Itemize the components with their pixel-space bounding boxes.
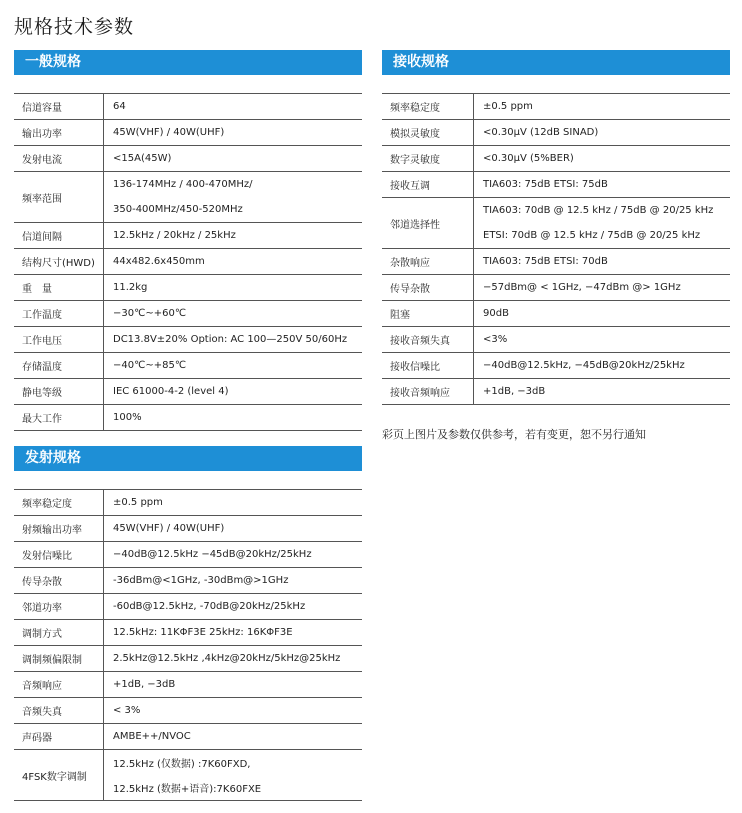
spec-row xyxy=(14,594,362,620)
spec-row xyxy=(14,353,362,379)
spec-value xyxy=(474,301,730,326)
spec-value xyxy=(104,620,362,645)
spec-row xyxy=(14,516,362,542)
spec-label: 工作电压 xyxy=(14,327,104,352)
spec-value xyxy=(474,379,730,404)
spec-value xyxy=(104,405,362,430)
spec-row xyxy=(382,275,730,301)
spec-value-line: 2.5kHz@12.5kHz ,4kHz@20kHz/5kHz@25kHz xyxy=(113,653,341,664)
spec-label: 信道间隔 xyxy=(14,223,104,248)
spec-row xyxy=(14,620,362,646)
spec-value-line: TIA603: 75dB ETSI: 70dB xyxy=(483,256,608,267)
spec-label: 调制频偏限制 xyxy=(14,646,104,671)
spec-label: 4FSK数字调制 xyxy=(14,750,104,800)
spec-value xyxy=(104,698,362,723)
spec-row xyxy=(14,750,362,801)
spec-value xyxy=(104,275,362,300)
spec-row xyxy=(382,327,730,353)
spec-label: 声码器 xyxy=(14,724,104,749)
spec-label: 输出功率 xyxy=(14,120,104,145)
spec-value-line: < 3% xyxy=(113,705,141,716)
spec-row xyxy=(382,198,730,249)
spec-label: 邻道选择性 xyxy=(382,198,474,248)
spec-row xyxy=(14,379,362,405)
spec-value xyxy=(104,146,362,171)
spec-row xyxy=(382,94,730,120)
spec-value-line: −30℃~+60℃ xyxy=(113,308,187,319)
spec-value-line: 12.5kHz (数据+语音):7K60FXE xyxy=(113,784,262,795)
spec-value xyxy=(104,646,362,671)
spec-row xyxy=(14,249,362,275)
spec-value xyxy=(104,327,362,352)
spec-value-line: 45W(VHF) / 40W(UHF) xyxy=(113,127,225,138)
spec-value-line: ±0.5 ppm xyxy=(483,101,533,112)
general-spec-header: 一般规格 xyxy=(14,50,362,75)
spec-label: 发射电流 xyxy=(14,146,104,171)
spec-label: 接收音频响应 xyxy=(382,379,474,404)
spec-value xyxy=(104,120,362,145)
spec-value xyxy=(474,353,730,378)
page-title: 规格技术参数 xyxy=(14,16,135,38)
spec-value-line: 11.2kg xyxy=(113,282,148,293)
spec-label: 邻道功率 xyxy=(14,594,104,619)
general-spec-table xyxy=(14,93,362,431)
spec-value-line: 12.5kHz / 20kHz / 25kHz xyxy=(113,230,236,241)
spec-value-line: 90dB xyxy=(483,308,509,319)
spec-label: 传导杂散 xyxy=(382,275,474,300)
spec-row xyxy=(14,542,362,568)
disclaimer-note: 彩页上图片及参数仅供参考，若有变更，恕不另行通知 xyxy=(382,428,646,441)
spec-row xyxy=(14,172,362,223)
spec-label: 模拟灵敏度 xyxy=(382,120,474,145)
spec-value xyxy=(104,516,362,541)
spec-value xyxy=(104,249,362,274)
spec-value-line: +1dB, −3dB xyxy=(483,386,546,397)
spec-label: 静电等级 xyxy=(14,379,104,404)
spec-value xyxy=(474,172,730,197)
spec-row xyxy=(14,672,362,698)
spec-value xyxy=(104,594,362,619)
spec-value-line: −40dB@12.5kHz, −45dB@20kHz/25kHz xyxy=(483,360,685,371)
spec-value xyxy=(104,490,362,515)
receive-spec-section xyxy=(382,50,730,405)
transmit-spec-table xyxy=(14,489,362,801)
spec-value-line: −57dBm@ < 1GHz, −47dBm @> 1GHz xyxy=(483,282,681,293)
spec-value-line: 44x482.6x450mm xyxy=(113,256,205,267)
spec-label: 调制方式 xyxy=(14,620,104,645)
spec-value xyxy=(104,301,362,326)
spec-row xyxy=(14,94,362,120)
spec-value xyxy=(104,94,362,119)
spec-row xyxy=(14,724,362,750)
spec-value xyxy=(104,353,362,378)
spec-label: 接收信噪比 xyxy=(382,353,474,378)
spec-value xyxy=(104,223,362,248)
spec-row xyxy=(382,120,730,146)
spec-label: 音频响应 xyxy=(14,672,104,697)
spec-label: 频率范围 xyxy=(14,172,104,222)
spec-value xyxy=(474,94,730,119)
spec-value-line: DC13.8V±20% Option: AC 100—250V 50/60Hz xyxy=(113,334,348,345)
spec-row xyxy=(382,249,730,275)
spec-value xyxy=(104,172,362,222)
spec-label: 音频失真 xyxy=(14,698,104,723)
spec-label: 频率稳定度 xyxy=(382,94,474,119)
spec-label: 数字灵敏度 xyxy=(382,146,474,171)
spec-value-line: <0.30μV (5%BER) xyxy=(483,153,574,164)
spec-value xyxy=(104,568,362,593)
spec-value-line: −40dB@12.5kHz −45dB@20kHz/25kHz xyxy=(113,549,312,560)
spec-row xyxy=(14,146,362,172)
spec-row xyxy=(14,301,362,327)
spec-value-line: 100% xyxy=(113,412,142,423)
spec-value xyxy=(474,249,730,274)
spec-value-line: 64 xyxy=(113,101,126,112)
spec-value-line: AMBE++/NVOC xyxy=(113,731,191,742)
spec-label: 传导杂散 xyxy=(14,568,104,593)
spec-row xyxy=(14,327,362,353)
spec-label: 接收互调 xyxy=(382,172,474,197)
spec-value xyxy=(104,724,362,749)
spec-label: 存储温度 xyxy=(14,353,104,378)
spec-label: 重 量 xyxy=(14,275,104,300)
spec-value xyxy=(474,120,730,145)
spec-label: 信道容量 xyxy=(14,94,104,119)
spec-label: 接收音频失真 xyxy=(382,327,474,352)
spec-label: 结构尺寸(HWD) xyxy=(14,249,104,274)
spec-value-line: 350-400MHz/450-520MHz xyxy=(113,204,243,215)
spec-row xyxy=(14,275,362,301)
spec-value xyxy=(104,379,362,404)
spec-value xyxy=(474,146,730,171)
spec-value xyxy=(104,750,362,800)
spec-value-line: +1dB, −3dB xyxy=(113,679,176,690)
spec-row xyxy=(14,698,362,724)
spec-row xyxy=(14,120,362,146)
spec-row xyxy=(14,568,362,594)
spec-value-line: 12.5kHz: 11KΦF3E 25kHz: 16KΦF3E xyxy=(113,627,293,638)
spec-value-line: -36dBm@<1GHz, -30dBm@>1GHz xyxy=(113,575,289,586)
spec-label: 工作温度 xyxy=(14,301,104,326)
spec-row xyxy=(14,490,362,516)
transmit-spec-header: 发射规格 xyxy=(14,446,362,471)
spec-row xyxy=(382,353,730,379)
general-spec-section xyxy=(14,50,362,431)
receive-spec-table xyxy=(382,93,730,405)
spec-label: 射频输出功率 xyxy=(14,516,104,541)
spec-label: 杂散响应 xyxy=(382,249,474,274)
spec-label: 阻塞 xyxy=(382,301,474,326)
spec-value-line: 12.5kHz (仅数据) :7K60FXD, xyxy=(113,759,251,770)
spec-value-line: 45W(VHF) / 40W(UHF) xyxy=(113,523,225,534)
spec-row xyxy=(14,405,362,431)
receive-spec-header: 接收规格 xyxy=(382,50,730,75)
spec-value xyxy=(104,542,362,567)
spec-value-line: ±0.5 ppm xyxy=(113,497,163,508)
spec-value-line: TIA603: 75dB ETSI: 75dB xyxy=(483,179,608,190)
spec-row xyxy=(14,646,362,672)
spec-row xyxy=(382,301,730,327)
spec-value xyxy=(474,275,730,300)
spec-value xyxy=(474,327,730,352)
spec-value-line: IEC 61000-4-2 (level 4) xyxy=(113,386,229,397)
spec-value xyxy=(474,198,730,248)
transmit-spec-section xyxy=(14,446,362,801)
spec-value-line: TIA603: 70dB @ 12.5 kHz / 75dB @ 20/25 kHz xyxy=(483,205,714,216)
spec-value xyxy=(104,672,362,697)
spec-label: 频率稳定度 xyxy=(14,490,104,515)
spec-value-line: 136-174MHz / 400-470MHz/ xyxy=(113,179,253,190)
spec-value-line: ETSI: 70dB @ 12.5 kHz / 75dB @ 20/25 kHz xyxy=(483,230,701,241)
spec-label: 发射信噪比 xyxy=(14,542,104,567)
spec-label: 最大工作 xyxy=(14,405,104,430)
spec-row xyxy=(14,223,362,249)
spec-row xyxy=(382,172,730,198)
spec-row xyxy=(382,146,730,172)
spec-row xyxy=(382,379,730,405)
spec-value-line: <15A(45W) xyxy=(113,153,172,164)
spec-value-line: −40℃~+85℃ xyxy=(113,360,187,371)
spec-value-line: <3% xyxy=(483,334,508,345)
spec-value-line: <0.30μV (12dB SINAD) xyxy=(483,127,599,138)
spec-value-line: -60dB@12.5kHz, -70dB@20kHz/25kHz xyxy=(113,601,306,612)
